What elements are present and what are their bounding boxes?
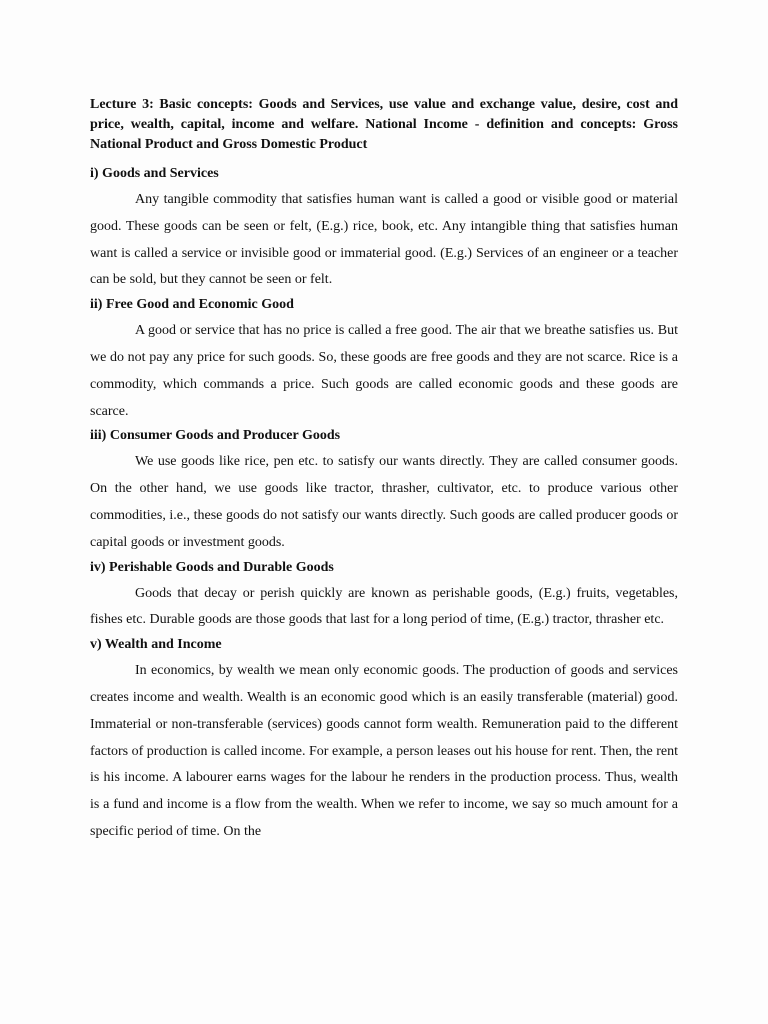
section-heading: ii) Free Good and Economic Good (90, 297, 294, 313)
section-heading: i) Goods and Services (90, 166, 219, 181)
lecture-title: Lecture 3: Basic concepts: Goods and Services, use value and exchange value, desire, cost and price, wealth, capital, income and welfare. National Income - definition and concepts: Gross National Product and Gross Domestic Product (90, 97, 678, 152)
document-content (90, 95, 678, 847)
section-paragraph: In economics, by wealth we mean only economic goods. The production of goods and services creates income and wealth. Wealth is an economic good which is an easily transferable (material) good. Immaterial or non-transferable (services) goods cannot form wealth. Remuneration paid to the different factors of production is called income. For example, a person leases out his house for rent. Then, the rent is his income. A labourer earns wages for the labour he renders in the production process. Thus, wealth is a fund and income is a flow from the wealth. When we refer to income, we say so much amount for a specific period of time. On the (90, 663, 678, 839)
section-perishable-and-durable-goods (90, 558, 678, 635)
section-heading: iii) Consumer Goods and Producer Goods (90, 428, 341, 444)
section-heading: iv) Perishable Goods and Durable Goods (90, 559, 334, 575)
section-heading: v) Wealth and Income (90, 637, 222, 653)
section-free-and-economic-good (90, 295, 678, 425)
section-paragraph: A good or service that has no price is called a free good. The air that we breathe satisfies us. But we do not pay any price for such goods. So, these goods are free goods and they are not scarce. Rice is a commodity, which commands a price. Such goods are called economic goods and these goods are scarce. (90, 323, 678, 419)
section-paragraph: We use goods like rice, pen etc. to satisfy our wants directly. They are called consumer goods. On the other hand, we use goods like tractor, thrasher, cultivator, etc. to produce various other commodities, i.e., these goods do not satisfy our wants directly. Such goods are called producer goods or capital goods or investment goods. (90, 454, 678, 550)
section-paragraph: Any tangible commodity that satisfies human want is called a good or visible good or material good. These goods can be seen or felt, (E.g.) rice, book, etc. Any intangible thing that satisfies human want is called a service or invisible good or immaterial good. (E.g.) Services of an engineer or a teacher can be sold, but they cannot be seen or felt. (90, 192, 678, 288)
section-goods-and-services (90, 164, 678, 294)
section-paragraph: Goods that decay or perish quickly are known as perishable goods, (E.g.) fruits, vegetables, fishes etc. Durable goods are those goods that last for a long period of time, (E.g.) tractor, thrasher etc. (90, 585, 678, 628)
section-wealth-and-income (90, 635, 678, 846)
section-consumer-and-producer-goods (90, 426, 678, 556)
